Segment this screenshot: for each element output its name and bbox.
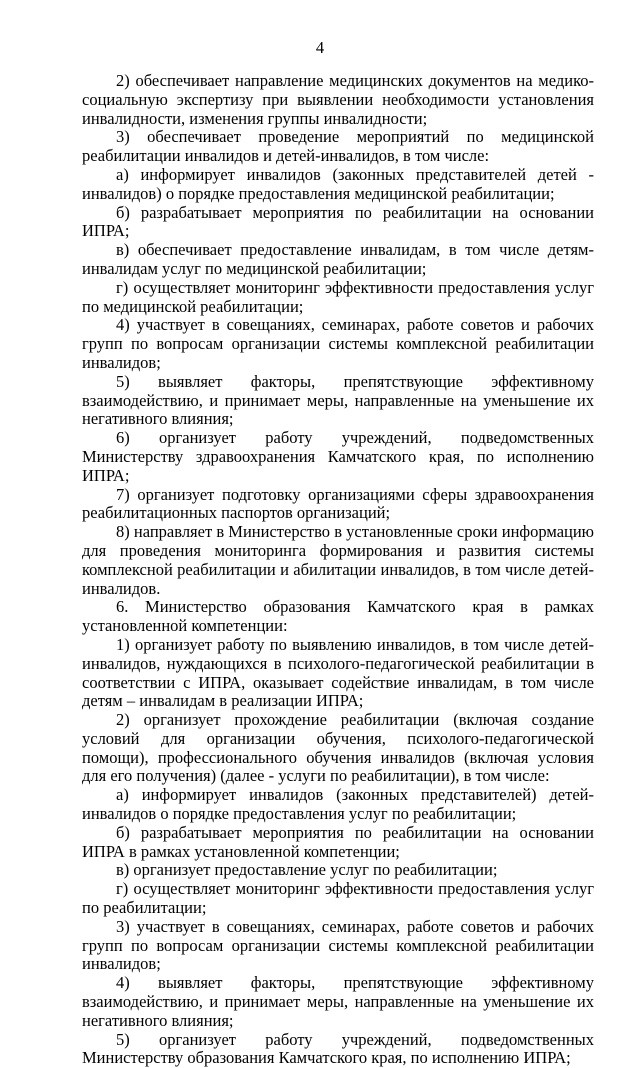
paragraph: в) обеспечивает предоставление инвалидам, в том числе детям-инвалидам услуг по медицинской реабилитации; [82, 240, 594, 278]
paragraph: 5) выявляет факторы, препятствующие эффективному взаимодействию, и принимает меры, направленные на уменьшение их негативного влияния; [82, 371, 594, 429]
document-body [82, 72, 594, 1068]
paragraph: 5) организует работу учреждений, подведомственных Министерству образования Камчатского края, по исполнению ИПРА; [82, 1029, 594, 1068]
paragraph: 4) выявляет факторы, препятствующие эффективному взаимодействию, и принимает меры, направленные на уменьшение их негативного влияния; [82, 973, 594, 1030]
paragraph: 3) участвует в совещаниях, семинарах, работе советов и рабочих групп по вопросам организации системы комплексной реабилитации инвалидов; [82, 916, 594, 974]
paragraph: 6. Министерство образования Камчатского края в рамках установленной компетенции: [82, 597, 594, 636]
paragraph: 8) направляет в Министерство в установленные сроки информацию для проведения мониторинга формирования и развития системы комплексной реабилитации и абилитации инвалидов, в том числе детей-инвалидов. [82, 522, 594, 598]
paragraph: а) информирует инвалидов (законных представителей) детей-инвалидов о порядке предоставления услуг по реабилитации; [82, 785, 594, 824]
paragraph: б) разрабатывает мероприятия по реабилитации на основании ИПРА в рамках установленной компетенции; [82, 822, 594, 861]
paragraph: г) осуществляет мониторинг эффективности предоставления услуг по медицинской реабилитации; [82, 277, 594, 316]
page-number: 4 [315, 38, 325, 57]
paragraph: 7) организует подготовку организациями сферы здравоохранения реабилитационных паспортов организаций; [82, 484, 594, 523]
paragraph: 2) организует прохождение реабилитации (включая создание условий для организации обучения, психолого-педагогической помощи), профессионального обучения инвалидов (включая условия для его получения) (далее - услуги по реабилитации), в том числе: [82, 710, 594, 786]
paragraph: а) информирует инвалидов (законных представителей детей - инвалидов) о порядке предоставления медицинской реабилитации; [82, 164, 594, 203]
paragraph: 1) организует работу по выявлению инвалидов, в том числе детей-инвалидов, нуждающихся в психолого-педагогической реабилитации в соответствии с ИПРА, оказывает содействие инвалидам, в том числе детям – инвалидам в реализации ИПРА; [82, 634, 594, 711]
paragraph: 6) организует работу учреждений, подведомственных Министерству здравоохранения Камчатского края, по исполнению ИПРА; [82, 428, 594, 485]
paragraph: в) организует предоставление услуг по реабилитации; [116, 860, 498, 880]
paragraph: 3) обеспечивает проведение мероприятий по медицинской реабилитации инвалидов и детей-инвалидов, в том числе: [82, 127, 594, 166]
paragraph: г) осуществляет мониторинг эффективности предоставления услуг по реабилитации; [82, 879, 594, 918]
paragraph: б) разрабатывает мероприятия по реабилитации на основании ИПРА; [82, 202, 594, 241]
paragraph: 2) обеспечивает направление медицинских документов на медико-социальную экспертизу при выявлении необходимости установления инвалидности, изменения группы инвалидности; [82, 71, 594, 128]
paragraph: 4) участвует в совещаниях, семинарах, работе советов и рабочих групп по вопросам организации системы комплексной реабилитации инвалидов; [82, 315, 594, 372]
